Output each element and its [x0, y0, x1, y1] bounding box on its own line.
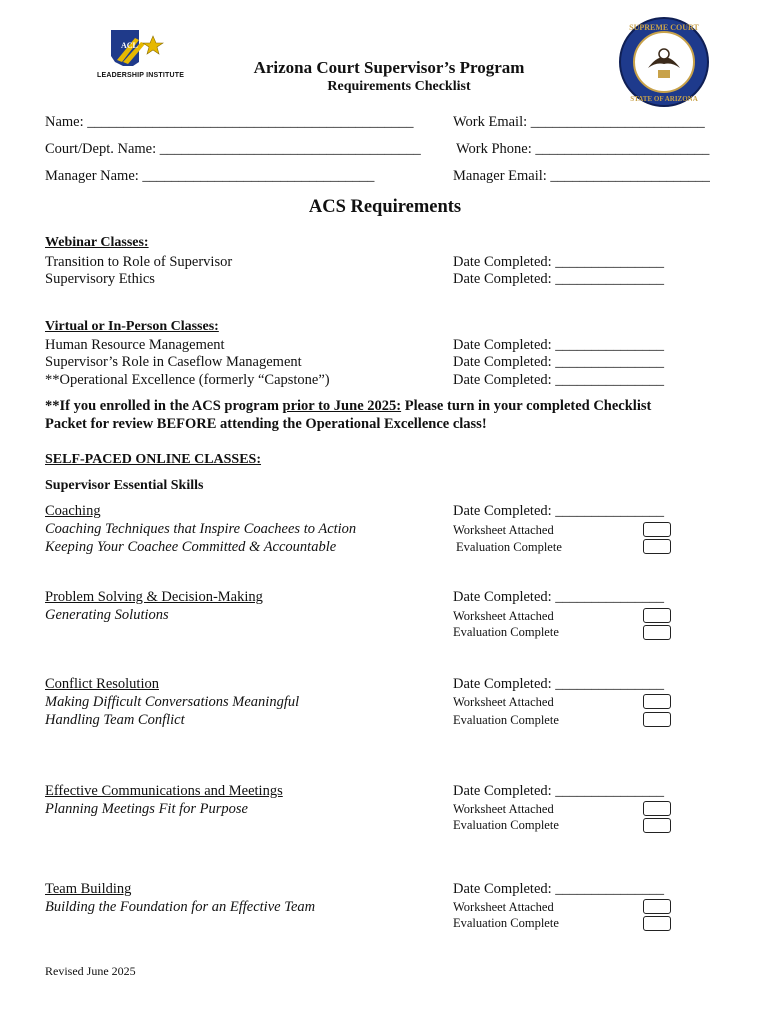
date-completed-field[interactable]: Date Completed: _______________	[453, 676, 665, 692]
manager-email-field[interactable]: Manager Email: ______________________	[453, 168, 710, 184]
manager-name-field[interactable]: Manager Name: ________________________________	[45, 168, 375, 184]
date-completed-field[interactable]: Date Completed: _______________	[453, 881, 665, 897]
svg-text:STATE OF ARIZONA: STATE OF ARIZONA	[630, 95, 698, 103]
evaluation-complete-label: Evaluation Complete	[453, 625, 559, 639]
evaluation-checkbox[interactable]	[643, 625, 671, 640]
acs-requirements-heading: ACS Requirements	[308, 197, 462, 217]
self-paced-heading: SELF-PACED ONLINE CLASSES:	[45, 452, 262, 467]
course-item: Coaching Techniques that Inspire Coachees to Action	[45, 521, 357, 537]
date-completed-field[interactable]: Date Completed: _______________	[453, 372, 665, 388]
work-email-field[interactable]: Work Email: ________________________	[453, 114, 705, 130]
worksheet-attached-label: Worksheet Attached	[453, 609, 554, 623]
course-item: Generating Solutions	[45, 607, 169, 623]
name-field[interactable]: Name: _____________________________________________	[45, 114, 414, 130]
worksheet-attached-label: Worksheet Attached	[453, 523, 554, 537]
webinar-item: Transition to Role of Supervisor	[45, 254, 233, 270]
evaluation-complete-label: Evaluation Complete	[456, 540, 562, 554]
date-completed-field[interactable]: Date Completed: _______________	[453, 589, 665, 605]
revised-date: Revised June 2025	[45, 964, 136, 978]
enrollment-note	[45, 398, 651, 415]
course-item: Making Difficult Conversations Meaningful	[45, 694, 300, 710]
webinar-item: Supervisory Ethics	[45, 271, 155, 287]
virtual-item: Human Resource Management	[45, 337, 225, 353]
virtual-classes-heading: Virtual or In-Person Classes:	[45, 319, 219, 334]
course-group-title: Problem Solving & Decision-Making	[45, 589, 263, 605]
page-subtitle: Requirements Checklist	[327, 79, 471, 94]
evaluation-checkbox[interactable]	[643, 916, 671, 931]
date-completed-field[interactable]: Date Completed: _______________	[453, 354, 665, 370]
virtual-item: Supervisor’s Role in Caseflow Management	[45, 354, 302, 370]
worksheet-checkbox[interactable]	[643, 608, 671, 623]
date-completed-field[interactable]: Date Completed: _______________	[453, 783, 665, 799]
evaluation-complete-label: Evaluation Complete	[453, 713, 559, 727]
svg-text:SUPREME COURT: SUPREME COURT	[629, 23, 699, 32]
course-item: Keeping Your Coachee Committed & Accountable	[45, 539, 337, 555]
evaluation-complete-label: Evaluation Complete	[453, 818, 559, 832]
worksheet-checkbox[interactable]	[643, 694, 671, 709]
course-item: Building the Foundation for an Effective Team	[45, 899, 316, 915]
worksheet-checkbox[interactable]	[643, 899, 671, 914]
evaluation-complete-label: Evaluation Complete	[453, 916, 559, 930]
evaluation-checkbox[interactable]	[643, 712, 671, 727]
evaluation-checkbox[interactable]	[643, 818, 671, 833]
course-item: Handling Team Conflict	[45, 712, 185, 728]
date-completed-field[interactable]: Date Completed: _______________	[453, 337, 665, 353]
work-phone-field[interactable]: Work Phone: ________________________	[456, 141, 710, 157]
worksheet-checkbox[interactable]	[643, 801, 671, 816]
worksheet-attached-label: Worksheet Attached	[453, 900, 554, 914]
course-item: Planning Meetings Fit for Purpose	[45, 801, 248, 817]
worksheet-attached-label: Worksheet Attached	[453, 802, 554, 816]
webinar-classes-heading: Webinar Classes:	[45, 235, 149, 250]
note-deadline: prior to June 2025:	[282, 398, 402, 414]
court-dept-field[interactable]: Court/Dept. Name: ____________________________________	[45, 141, 421, 157]
date-completed-field[interactable]: Date Completed: _______________	[453, 271, 665, 287]
worksheet-checkbox[interactable]	[643, 522, 671, 537]
virtual-item: **Operational Excellence (formerly “Capstone”)	[45, 372, 330, 388]
enrollment-note-line2: Packet for review BEFORE attending the Operational Excellence class!	[45, 416, 487, 432]
course-group-title: Effective Communications and Meetings	[45, 783, 283, 799]
note-part: Please turn in your completed Checklist	[401, 398, 652, 414]
worksheet-attached-label: Worksheet Attached	[453, 695, 554, 709]
logo-caption: LEADERSHIP INSTITUTE	[97, 72, 185, 79]
course-group-title: Coaching	[45, 503, 101, 519]
svg-text:ACL: ACL	[121, 41, 138, 50]
essential-skills-heading: Supervisor Essential Skills	[45, 478, 204, 493]
page-title: Arizona Court Supervisor’s Program	[253, 58, 525, 77]
note-part: **If you enrolled in the ACS program	[45, 398, 283, 414]
course-group-title: Team Building	[45, 881, 132, 897]
course-group-title: Conflict Resolution	[45, 676, 159, 692]
date-completed-field[interactable]: Date Completed: _______________	[453, 503, 665, 519]
evaluation-checkbox[interactable]	[643, 539, 671, 554]
date-completed-field[interactable]: Date Completed: _______________	[453, 254, 665, 270]
